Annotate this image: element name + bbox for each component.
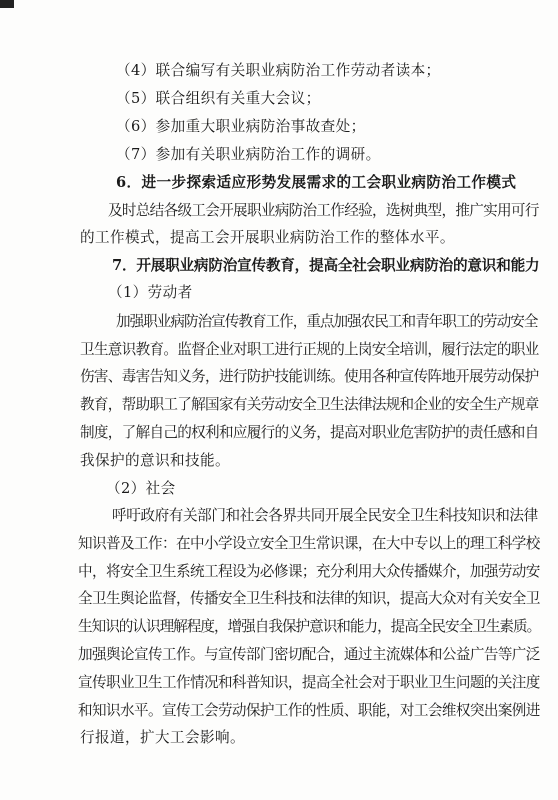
list-item: （5）联合组织有关重大会议；	[116, 90, 321, 107]
paragraph-line: 中，将安全卫生系统工程设为必修课；充分利用大众传播媒介，加强劳动安	[78, 563, 540, 580]
paragraph-line: 知识普及工作：在中小学设立安全卫生常识课，在大中专以上的理工科学校	[78, 535, 540, 552]
paragraph-line: 及时总结各级工会开展职业病防治工作经验，选树典型，推广实用可行	[108, 202, 539, 219]
subsection-1-label: （1）劳动者	[108, 284, 193, 301]
paragraph-line: 制度，了解自己的权利和应履行的义务，提高对职业危害防护的责任感和自	[80, 424, 539, 441]
list-item: （4）联合编写有关职业病防治工作劳动者读本；	[116, 62, 441, 79]
paragraph-line: 加强舆论宣传工作。与宣传部门密切配合，通过主流媒体和公益广告等广泛	[78, 646, 540, 663]
paragraph-line: 和知识水平。宣传工会劳动保护工作的性质、职能，对工会维权突出案例进	[78, 702, 540, 719]
paragraph-line: 卫生意识教育。监督企业对职工进行正规的上岗安全培训，履行法定的职业	[80, 341, 539, 358]
list-item: （7）参加有关职业病防治工作的调研。	[116, 146, 381, 163]
section-6-heading: 6．进一步探索适应形势发展需求的工会职业病防治工作模式	[116, 174, 517, 191]
section-7-heading: 7．开展职业病防治宣传教育，提高全社会职业病防治的意识和能力	[112, 257, 540, 274]
paragraph-line: 呼吁政府有关部门和社会各界共同开展全民安全卫生科技知识和法律	[112, 507, 538, 524]
paragraph-line: 宣传职业卫生工作情况和科普知识，提高全社会对于职业卫生问题的关注度	[78, 674, 540, 691]
subsection-2-label: （2）社会	[106, 480, 176, 497]
paragraph-line: 伤害、毒害告知义务，进行防护技能训练。使用各种宣传阵地开展劳动保护	[80, 368, 539, 385]
paragraph-line: 的工作模式，提高工会开展职业病防治工作的整体水平。	[80, 229, 455, 246]
list-item: （6）参加重大职业病防治事故查处；	[116, 118, 366, 135]
paragraph-line: 教育，帮助职工了解国家有关劳动安全卫生法律法规和企业的安全生产规章	[80, 396, 539, 413]
paragraph-line: 我保护的意识和技能。	[80, 452, 230, 469]
paragraph-line: 行报道，扩大工会影响。	[80, 729, 245, 746]
paragraph-line: 生知识的认识理解程度，增强自我保护意识和能力，提高全民安全卫生素质。	[78, 618, 541, 635]
paragraph-line: 全卫生舆论监督，传播安全卫生科技和法律的知识，提高大众对有关安全卫	[78, 590, 540, 607]
paragraph-line: 加强职业病防治宣传教育工作，重点加强农民工和青年职工的劳动安全	[116, 313, 538, 330]
